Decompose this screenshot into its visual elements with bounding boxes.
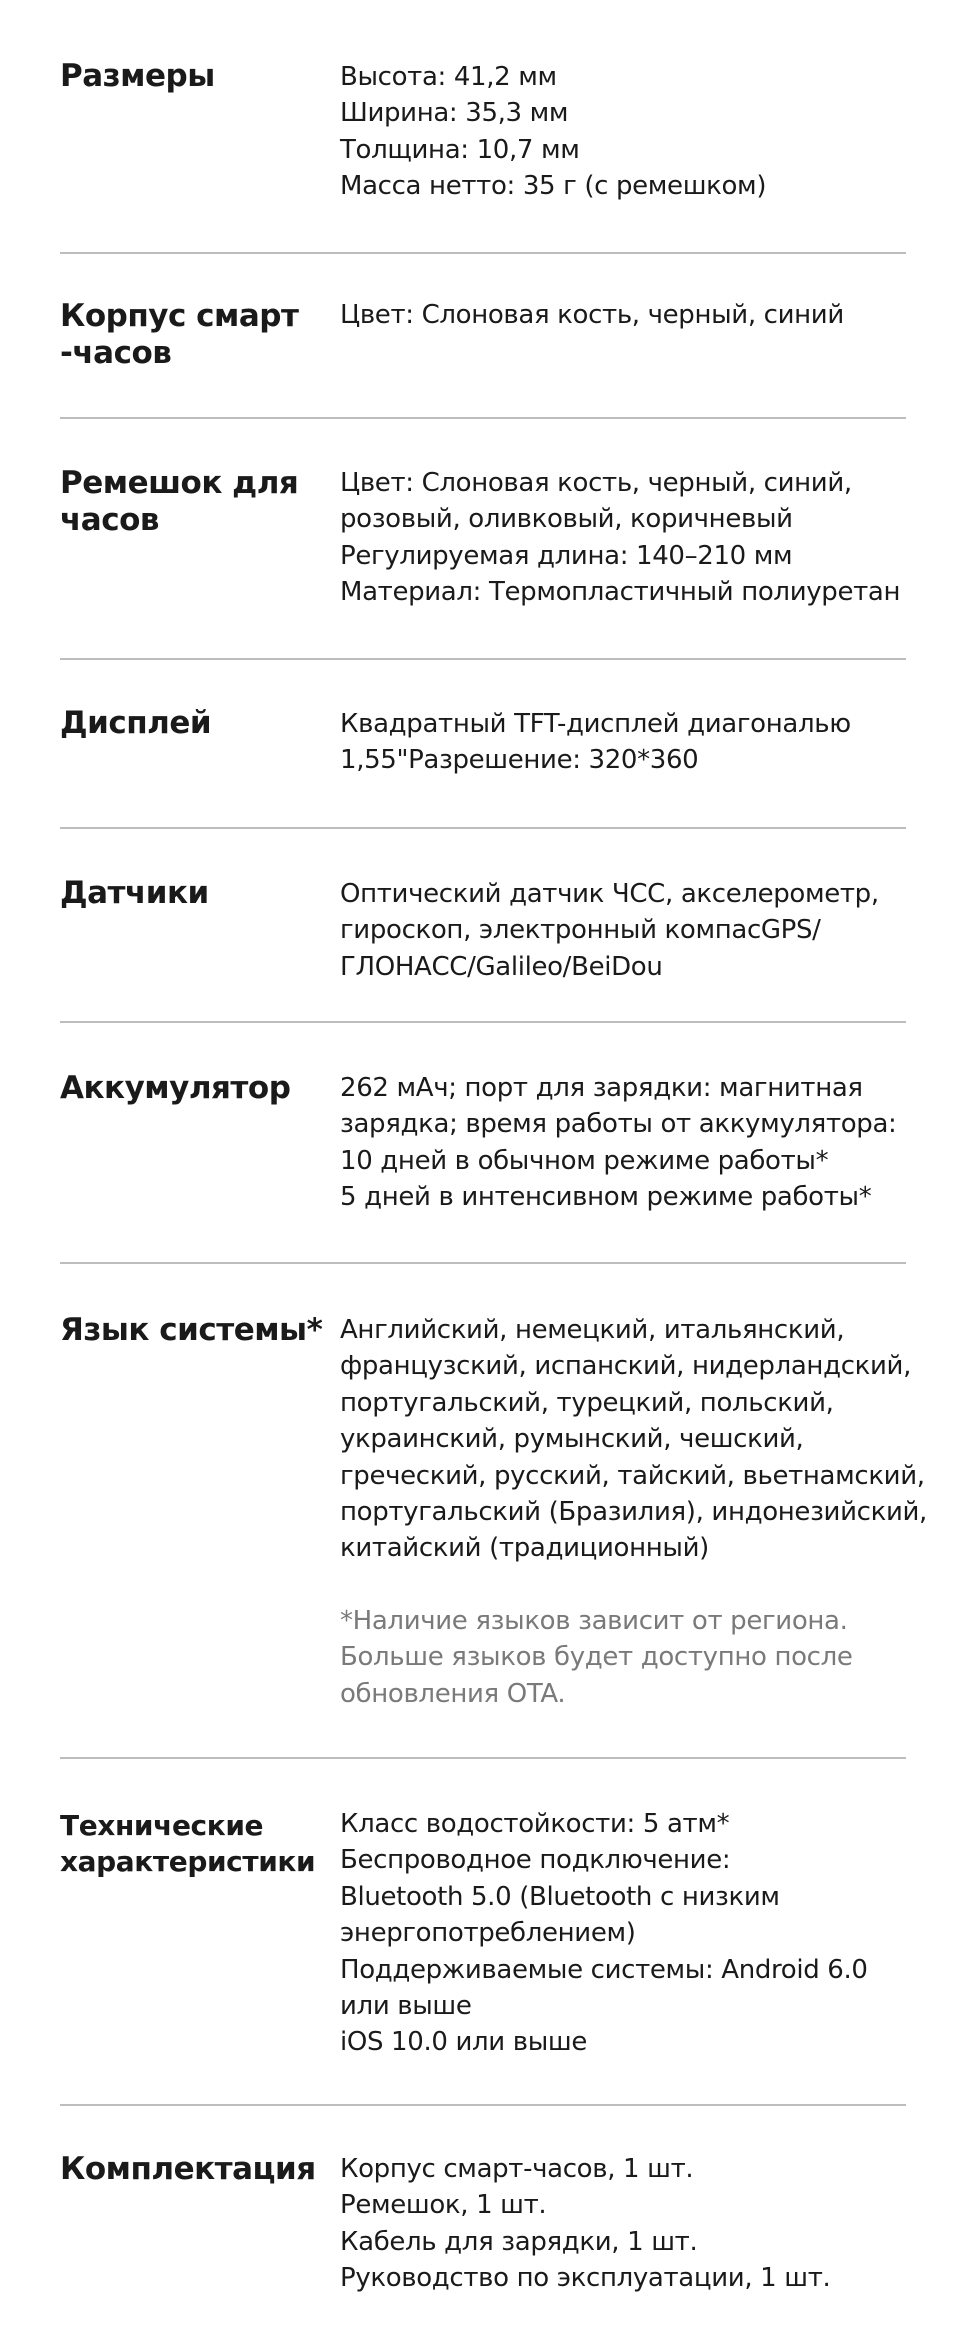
spec-values (340, 297, 960, 333)
section-divider (60, 417, 906, 419)
spec-value-line: зарядка; время работы от аккумулятора: (340, 1109, 897, 1140)
spec-value-line: португальский (Бразилия), индонезийский, (340, 1497, 927, 1528)
spec-value-line: Регулируемая длина: 140–210 мм (340, 540, 793, 571)
spec-value-line: энергопотреблением) (340, 1918, 636, 1949)
spec-label: Аккумулятор (60, 1070, 291, 1106)
spec-value-line: Ремешок, 1 шт. (340, 2190, 547, 2221)
spec-label: Размеры (60, 58, 215, 94)
footnote-line: обновления OTA. (340, 1678, 566, 1709)
spec-value-line: Поддерживаемые системы: Android 6.0 (340, 1954, 868, 1985)
section-divider (60, 252, 906, 254)
spec-value-line: Ширина: 35,3 мм (340, 98, 569, 129)
footnote-line: *Наличие языков зависит от региона. (340, 1605, 848, 1636)
spec-value-line: 10 дней в обычном режиме работы* (340, 1145, 829, 1176)
spec-label: Технические характеристики (60, 1809, 316, 1878)
section-divider (60, 1021, 906, 1023)
spec-label: Ремешок для часов (60, 465, 299, 538)
spec-value-line: Цвет: Слоновая кость, черный, синий, (340, 468, 852, 498)
spec-value-line: ГЛОНАСС/Galileo/BeiDou (340, 951, 663, 982)
spec-value-line: Руководство по эксплуатации, 1 шт. (340, 2263, 831, 2294)
spec-value-line: Английский, немецкий, итальянский, (340, 1315, 845, 1345)
spec-value-line: гироскоп, электронный компасGPS/ (340, 915, 821, 946)
spec-label: Датчики (60, 875, 209, 911)
spec-value-line: китайский (традиционный) (340, 1533, 709, 1564)
spec-values (340, 1070, 960, 1216)
spec-value-line: 1,55"Разрешение: 320*360 (340, 745, 699, 776)
spec-value-line: Оптический датчик ЧСС, акселерометр, (340, 879, 879, 909)
spec-value-line: или выше (340, 1991, 472, 2022)
spec-label: Комплектация (60, 2151, 316, 2187)
section-divider (60, 2104, 906, 2106)
spec-value-line: греческий, русский, тайский, вьетнамский, (340, 1460, 925, 1491)
spec-value-line: Bluetooth 5.0 (Bluetooth с низким (340, 1881, 780, 1912)
language-footnote (340, 1603, 960, 1712)
spec-value-line: iOS 10.0 или выше (340, 2027, 587, 2058)
footnote-line: Больше языков будет доступно после (340, 1642, 853, 1673)
spec-label: Дисплей (60, 705, 212, 741)
section-divider (60, 658, 906, 660)
spec-value-line: Беспроводное подключение: (340, 1845, 731, 1876)
spec-value-line: французский, испанский, нидерландский, (340, 1351, 912, 1382)
spec-value-line: розовый, оливковый, коричневый (340, 504, 793, 535)
spec-value-line: Квадратный TFT-дисплей диагональю (340, 709, 851, 739)
spec-value-line: Толщина: 10,7 мм (340, 134, 580, 165)
spec-value-line: португальский, турецкий, польский, (340, 1387, 834, 1418)
spec-values (340, 465, 960, 611)
spec-value-line: Материал: Термопластичный полиуретан (340, 577, 901, 608)
section-divider (60, 1262, 906, 1264)
spec-value-line: украинский, румынский, чешский, (340, 1424, 804, 1455)
spec-value-line: Цвет: Слоновая кость, черный, синий (340, 300, 844, 330)
spec-values (340, 2151, 960, 2297)
spec-value-line: Корпус смарт-часов, 1 шт. (340, 2154, 694, 2184)
spec-values (340, 59, 960, 205)
spec-value-line: 262 мАч; порт для зарядки: магнитная (340, 1073, 863, 1103)
spec-values (340, 1806, 960, 2061)
spec-values (340, 706, 960, 779)
spec-value-line: Класс водостойкости: 5 атм* (340, 1809, 730, 1839)
spec-value-line: Масса нетто: 35 г (с ремешком) (340, 171, 767, 202)
spec-value-line: 5 дней в интенсивном режиме работы* (340, 1182, 872, 1213)
spec-value-line: Кабель для зарядки, 1 шт. (340, 2226, 698, 2257)
spec-value-line: Высота: 41,2 мм (340, 62, 557, 92)
spec-values (340, 876, 960, 985)
spec-label: Язык системы* (60, 1312, 323, 1348)
section-divider (60, 1757, 906, 1759)
spec-label: Корпус смарт -часов (60, 298, 299, 371)
spec-values (340, 1312, 960, 1712)
section-divider (60, 827, 906, 829)
